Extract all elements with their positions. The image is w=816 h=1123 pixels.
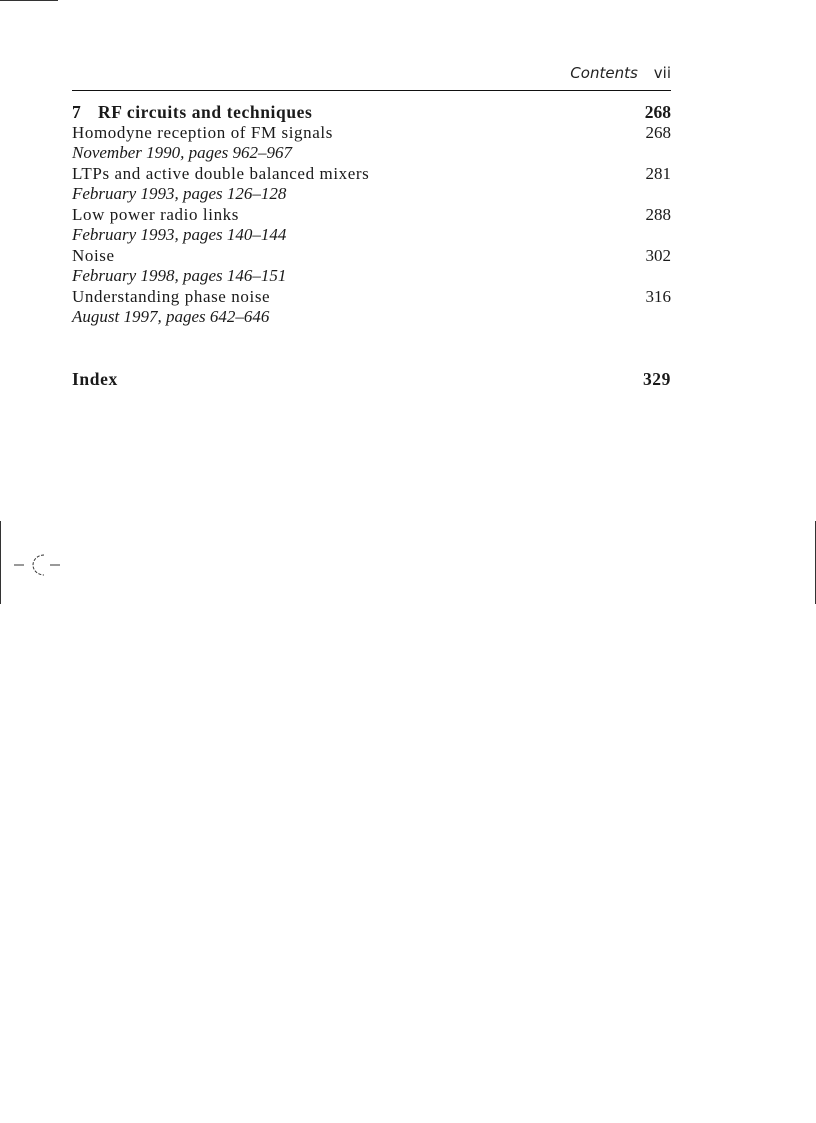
crop-mark-top <box>0 0 58 1</box>
header-rule <box>72 90 671 91</box>
toc-entry <box>72 205 671 246</box>
toc-entry <box>72 287 671 328</box>
toc-entry <box>72 164 671 205</box>
chapter-number: 7 <box>72 102 81 122</box>
registration-mark-icon <box>10 550 62 580</box>
chapter-heading <box>72 102 671 123</box>
toc-entry <box>72 123 671 164</box>
index-entry <box>72 369 671 390</box>
entry-source: February 1993, pages 126–128 <box>72 184 287 203</box>
chapter-page: 268 <box>644 102 671 122</box>
crop-mark-left <box>0 521 1 604</box>
entry-source: August 1997, pages 642–646 <box>72 307 270 326</box>
entry-title: Low power radio links <box>72 204 239 224</box>
contents-list <box>72 102 671 389</box>
running-head <box>72 64 671 82</box>
entry-title: Noise <box>72 245 115 265</box>
toc-entry <box>72 246 671 287</box>
entry-source: November 1990, pages 962–967 <box>72 143 293 162</box>
entry-page: 316 <box>645 286 671 306</box>
entry-title: Understanding phase noise <box>72 286 271 306</box>
entry-title: LTPs and active double balanced mixers <box>72 163 370 183</box>
entry-page: 302 <box>645 245 671 265</box>
index-page: 329 <box>642 368 671 389</box>
entry-page: 281 <box>645 163 671 183</box>
index-label: Index <box>72 368 118 389</box>
entry-source: February 1993, pages 140–144 <box>72 225 287 244</box>
entry-source: February 1998, pages 146–151 <box>72 266 287 285</box>
page-folio: vii <box>653 64 671 82</box>
entry-page: 268 <box>645 122 671 142</box>
entry-page: 288 <box>645 204 671 224</box>
chapter-title: RF circuits and techniques <box>98 102 313 122</box>
entry-title: Homodyne reception of FM signals <box>72 122 333 142</box>
running-head-title: Contents <box>570 64 638 82</box>
